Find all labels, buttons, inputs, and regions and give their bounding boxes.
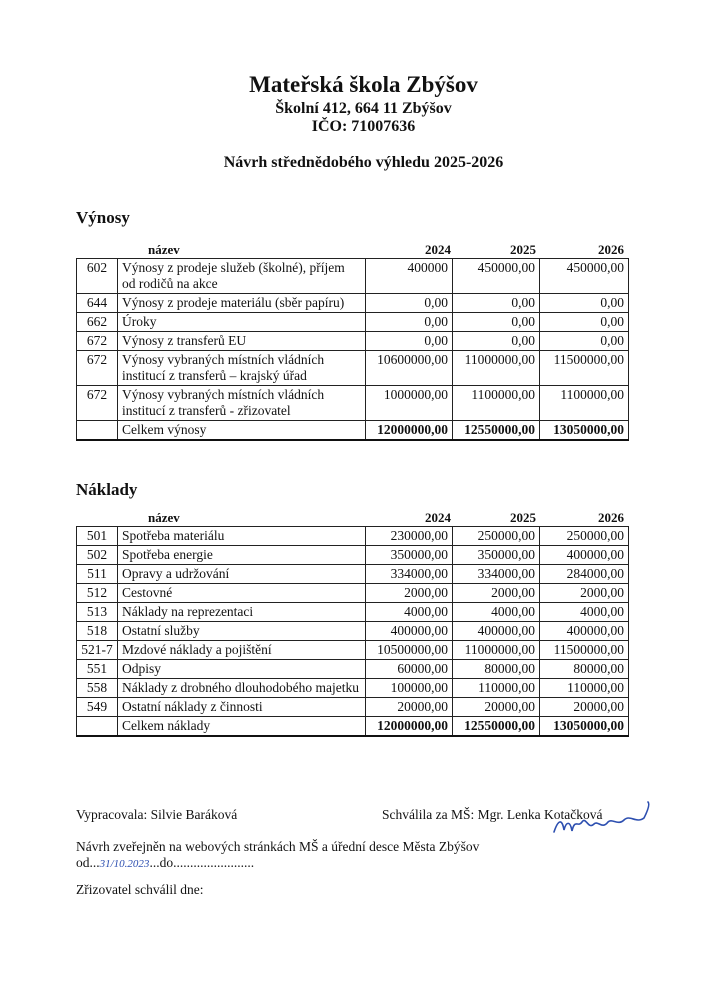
row-2025: 1100000,00 bbox=[453, 386, 540, 421]
row-code: 549 bbox=[77, 698, 118, 717]
costs-col-2024: 2024 bbox=[425, 510, 451, 525]
total-2026: 13050000,00 bbox=[540, 421, 629, 441]
table-row bbox=[77, 546, 629, 565]
document-title: Návrh střednědobého výhledu 2025-2026 bbox=[223, 154, 504, 171]
row-2025: 11000000,00 bbox=[453, 351, 540, 386]
row-name: Náklady na reprezentaci bbox=[118, 603, 366, 622]
costs-table bbox=[76, 526, 629, 737]
row-name: Opravy a udržování bbox=[118, 565, 366, 584]
row-name: Náklady z drobného dlouhodobého majetku bbox=[118, 679, 366, 698]
row-2024: 400000,00 bbox=[366, 622, 453, 641]
row-name: Cestovné bbox=[118, 584, 366, 603]
revenues-col-2025: 2025 bbox=[510, 242, 536, 257]
total-2026: 13050000,00 bbox=[540, 717, 629, 737]
row-2025: 250000,00 bbox=[453, 527, 540, 546]
row-2026: 2000,00 bbox=[540, 584, 629, 603]
row-2026: 284000,00 bbox=[540, 565, 629, 584]
row-2024: 0,00 bbox=[366, 313, 453, 332]
costs-column-headers bbox=[76, 510, 628, 524]
row-2025: 450000,00 bbox=[453, 259, 540, 294]
costs-col-2025: 2025 bbox=[510, 510, 536, 525]
table-row bbox=[77, 565, 629, 584]
row-name: Výnosy vybraných místních vládních institucí z transferů - zřizovatel bbox=[118, 386, 366, 421]
row-name: Úroky bbox=[118, 313, 366, 332]
row-2024: 1000000,00 bbox=[366, 386, 453, 421]
row-2024: 10500000,00 bbox=[366, 641, 453, 660]
total-name: Celkem náklady bbox=[118, 717, 366, 737]
row-name: Výnosy z prodeje materiálu (sběr papíru) bbox=[118, 294, 366, 313]
row-2024: 60000,00 bbox=[366, 660, 453, 679]
total-2025: 12550000,00 bbox=[453, 717, 540, 737]
row-2024: 230000,00 bbox=[366, 527, 453, 546]
table-row bbox=[77, 660, 629, 679]
total-2025: 12550000,00 bbox=[453, 421, 540, 441]
row-2025: 4000,00 bbox=[453, 603, 540, 622]
row-2026: 0,00 bbox=[540, 332, 629, 351]
row-2025: 80000,00 bbox=[453, 660, 540, 679]
row-code: 644 bbox=[77, 294, 118, 313]
row-code: 602 bbox=[77, 259, 118, 294]
row-2026: 400000,00 bbox=[540, 546, 629, 565]
row-name: Výnosy z prodeje služeb (školné), příjem od rodičů na akce bbox=[118, 259, 366, 294]
row-2026: 11500000,00 bbox=[540, 641, 629, 660]
row-2026: 80000,00 bbox=[540, 660, 629, 679]
table-row bbox=[77, 259, 629, 294]
table-row bbox=[77, 313, 629, 332]
row-2026: 400000,00 bbox=[540, 622, 629, 641]
published-from-prefix: od... bbox=[76, 855, 100, 870]
table-row bbox=[77, 698, 629, 717]
row-name: Ostatní náklady z činnosti bbox=[118, 698, 366, 717]
row-2024: 100000,00 bbox=[366, 679, 453, 698]
row-code: 672 bbox=[77, 332, 118, 351]
approved-by: Schválila za MŠ: Mgr. Lenka Kotačková bbox=[382, 807, 603, 822]
row-code: 558 bbox=[77, 679, 118, 698]
row-2024: 4000,00 bbox=[366, 603, 453, 622]
table-row bbox=[77, 584, 629, 603]
row-2026: 250000,00 bbox=[540, 527, 629, 546]
row-2025: 2000,00 bbox=[453, 584, 540, 603]
row-2026: 11500000,00 bbox=[540, 351, 629, 386]
table-row bbox=[77, 386, 629, 421]
row-2025: 350000,00 bbox=[453, 546, 540, 565]
published-from-date: 31/10.2023 bbox=[99, 858, 150, 870]
row-name: Spotřeba energie bbox=[118, 546, 366, 565]
revenues-column-headers bbox=[76, 242, 628, 256]
row-2024: 2000,00 bbox=[366, 584, 453, 603]
row-2024: 350000,00 bbox=[366, 546, 453, 565]
row-2024: 0,00 bbox=[366, 332, 453, 351]
school-address: Školní 412, 664 11 Zbýšov bbox=[275, 100, 452, 117]
school-name: Mateřská škola Zbýšov bbox=[249, 72, 478, 97]
costs-col-name: název bbox=[148, 510, 180, 525]
total-row bbox=[77, 717, 629, 737]
total-2024: 12000000,00 bbox=[366, 717, 453, 737]
row-code: 511 bbox=[77, 565, 118, 584]
row-2024: 20000,00 bbox=[366, 698, 453, 717]
row-code: 672 bbox=[77, 386, 118, 421]
row-2026: 20000,00 bbox=[540, 698, 629, 717]
row-2025: 0,00 bbox=[453, 294, 540, 313]
row-2025: 0,00 bbox=[453, 313, 540, 332]
revenues-table bbox=[76, 258, 629, 441]
row-2026: 4000,00 bbox=[540, 603, 629, 622]
table-row bbox=[77, 294, 629, 313]
total-row bbox=[77, 421, 629, 441]
row-2025: 0,00 bbox=[453, 332, 540, 351]
row-2025: 11000000,00 bbox=[453, 641, 540, 660]
row-2026: 110000,00 bbox=[540, 679, 629, 698]
row-code: 551 bbox=[77, 660, 118, 679]
row-name: Výnosy z transferů EU bbox=[118, 332, 366, 351]
published-dates bbox=[76, 855, 254, 871]
row-name: Spotřeba materiálu bbox=[118, 527, 366, 546]
row-name: Mzdové náklady a pojištění bbox=[118, 641, 366, 660]
signature-mark bbox=[548, 800, 658, 840]
row-code: 521-7 bbox=[77, 641, 118, 660]
row-code: 513 bbox=[77, 603, 118, 622]
row-2024: 400000 bbox=[366, 259, 453, 294]
row-code: 662 bbox=[77, 313, 118, 332]
table-row bbox=[77, 641, 629, 660]
row-2025: 334000,00 bbox=[453, 565, 540, 584]
total-2024: 12000000,00 bbox=[366, 421, 453, 441]
published-to: ...do........................ bbox=[149, 855, 255, 870]
total-name: Celkem výnosy bbox=[118, 421, 366, 441]
row-2026: 450000,00 bbox=[540, 259, 629, 294]
row-2024: 10600000,00 bbox=[366, 351, 453, 386]
row-2026: 0,00 bbox=[540, 294, 629, 313]
revenues-col-name: název bbox=[148, 242, 180, 257]
revenues-col-2026: 2026 bbox=[598, 242, 624, 257]
prepared-by: Vypracovala: Silvie Baráková bbox=[76, 807, 238, 822]
row-name: Odpisy bbox=[118, 660, 366, 679]
row-name: Výnosy vybraných místních vládních institucí z transferů – krajský úřad bbox=[118, 351, 366, 386]
row-code: 502 bbox=[77, 546, 118, 565]
table-row bbox=[77, 603, 629, 622]
revenues-col-2024: 2024 bbox=[425, 242, 451, 257]
row-2024: 0,00 bbox=[366, 294, 453, 313]
table-row bbox=[77, 679, 629, 698]
row-2025: 110000,00 bbox=[453, 679, 540, 698]
row-code: 672 bbox=[77, 351, 118, 386]
costs-title: Náklady bbox=[76, 480, 138, 499]
row-code: 518 bbox=[77, 622, 118, 641]
row-2026: 1100000,00 bbox=[540, 386, 629, 421]
published-line: Návrh zveřejněn na webových stránkách MŠ a úřední desce Města Zbýšov bbox=[76, 839, 480, 854]
school-ico: IČO: 71007636 bbox=[311, 118, 416, 135]
row-code: 501 bbox=[77, 527, 118, 546]
costs-col-2026: 2026 bbox=[598, 510, 624, 525]
row-2025: 20000,00 bbox=[453, 698, 540, 717]
row-code: 512 bbox=[77, 584, 118, 603]
revenues-title: Výnosy bbox=[76, 208, 130, 227]
table-row bbox=[77, 527, 629, 546]
table-row bbox=[77, 622, 629, 641]
row-2024: 334000,00 bbox=[366, 565, 453, 584]
table-row bbox=[77, 351, 629, 386]
row-2025: 400000,00 bbox=[453, 622, 540, 641]
row-name: Ostatní služby bbox=[118, 622, 366, 641]
row-2026: 0,00 bbox=[540, 313, 629, 332]
table-row bbox=[77, 332, 629, 351]
founder-approved: Zřizovatel schválil dne: bbox=[76, 882, 204, 897]
